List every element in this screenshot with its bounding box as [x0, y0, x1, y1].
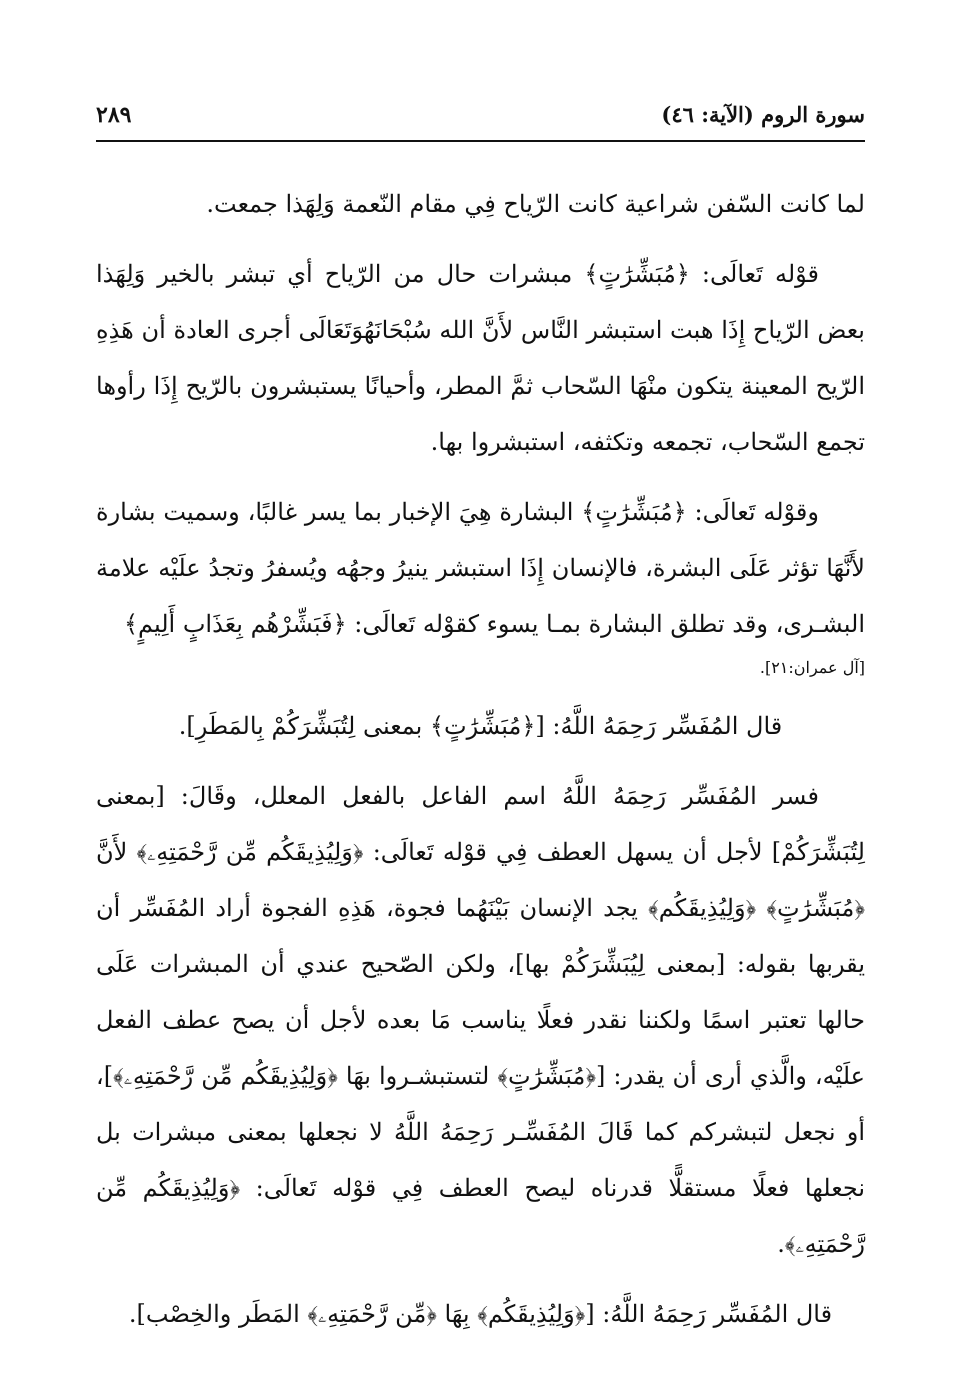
paragraph-1: لما كانت السّفن شراعية كانت الرّياح فِي مقام النّعمة وَلِهَذا جمعت.: [206, 190, 865, 218]
paragraph-6: قال المُفَسِّر رَحِمَهُ اللَّهُ: [﴿وَلِيُذِيقَكُم﴾ بِهَا ﴿مِّن رَّحْمَتِهِۦ﴾ المَطَر والخِصْب].: [128, 1300, 833, 1328]
page-header: [96, 102, 865, 138]
verse-reference: [آل عمران:٢١].: [759, 658, 865, 677]
running-title: سورة الروم (الآية: ٤٦): [661, 102, 865, 127]
header-divider: [96, 140, 865, 142]
paragraph-5: فسر المُفَسِّر رَحِمَهُ اللَّهُ اسم الفاعل بالفعل المعلل، وقَالَ: [بمعنى لِتُبَشِّرَكُمْ] لأجل أن يسهل العطف فِي قوْله تَعالَى: ﴿وَلِيُذِيقَكُم مِّن رَّحْمَتِهِۦ﴾ لأَنَّ ﴿مُبَشِّرَٰتٍ﴾ ﴿وَلِيُذِيقَكُم﴾ يجد الإنسان بَيْنَهُما فجوة، هَذِهِ الفجوة أراد المُفَسِّر أن يقربها بقوله: [بمعنى لِيُبَشِّرَكُمْ بها]، ولكن الصّحيح عندي أن المبشرات عَلَى حالها تعتبر اسمًا ولكننا نقدر فعلًا يناسب مَا بعده لأجل أن يصح عطف الفعل علَيْه، والَّذي أرى أن يقدر: [﴿مُبَشِّرَٰتٍ﴾ لتستبشـروا بهَا ﴿وَلِيُذِيقَكُم مِّن رَّحْمَتِهِۦ﴾]، أو نجعل لتبشركم كما قَالَ المُفَسِّـر رَحِمَهُ اللَّهُ لا نجعلها بمعنى مبشرات بل نجعلها فعلًا مستقلًّا قدرناه ليصح العطف فِي قوْله تَعالَى: ﴿وَلِيُذِيقَكُم مِّن رَّحْمَتِهِۦ﴾.: [96, 782, 865, 1258]
page-number: ٢٨٩: [96, 102, 132, 128]
paragraph-2: قوْله تَعالَى: ﴿مُبَشِّرَٰتٍ﴾ مبشرات حال من الرّياح أي تبشر بالخير وَلِهَذا بعض الرّياح إِذَا هبت استبشر النَّاس لأَنَّ الله سُبْحَانَهُوَتَعَالَى أجرى العادة أن هَذِهِ الرّيح المعينة يتكون منْهَا السّحاب ثمَّ المطر، وأحيانًا يستبشرون بالرّيح إِذَا رأوها تجمع السّحاب، تجمعه وتكثفه، استبشروا بها.: [96, 260, 865, 456]
paragraph-4: قال المُفَسِّر رَحِمَهُ اللَّهُ: [﴿مُبَشِّرَٰتٍ﴾ بمعنى لِتُبَشِّرَكُمْ بِالمَطَرِ].: [178, 712, 783, 740]
page-body: [96, 176, 865, 1356]
paragraph-3: وقوْله تَعالَى: ﴿مُبَشِّرَٰتٍ﴾ البشارة هِيَ الإخبار بما يسر غالبًا، وسميت بشارة لأَنَّهَا تؤثر عَلَى البشرة، فالإنسان إِذَا استبشر ينيرُ وجهُه ويُسفرُ وتجدُ علَيْه علامة البشـرى، وقد تطلق البشارة بمـا يسوء كقوْله تَعالَى: ﴿فَبَشِّرْهُم بِعَذَابٍ أَلِيمٍ﴾: [96, 498, 865, 638]
